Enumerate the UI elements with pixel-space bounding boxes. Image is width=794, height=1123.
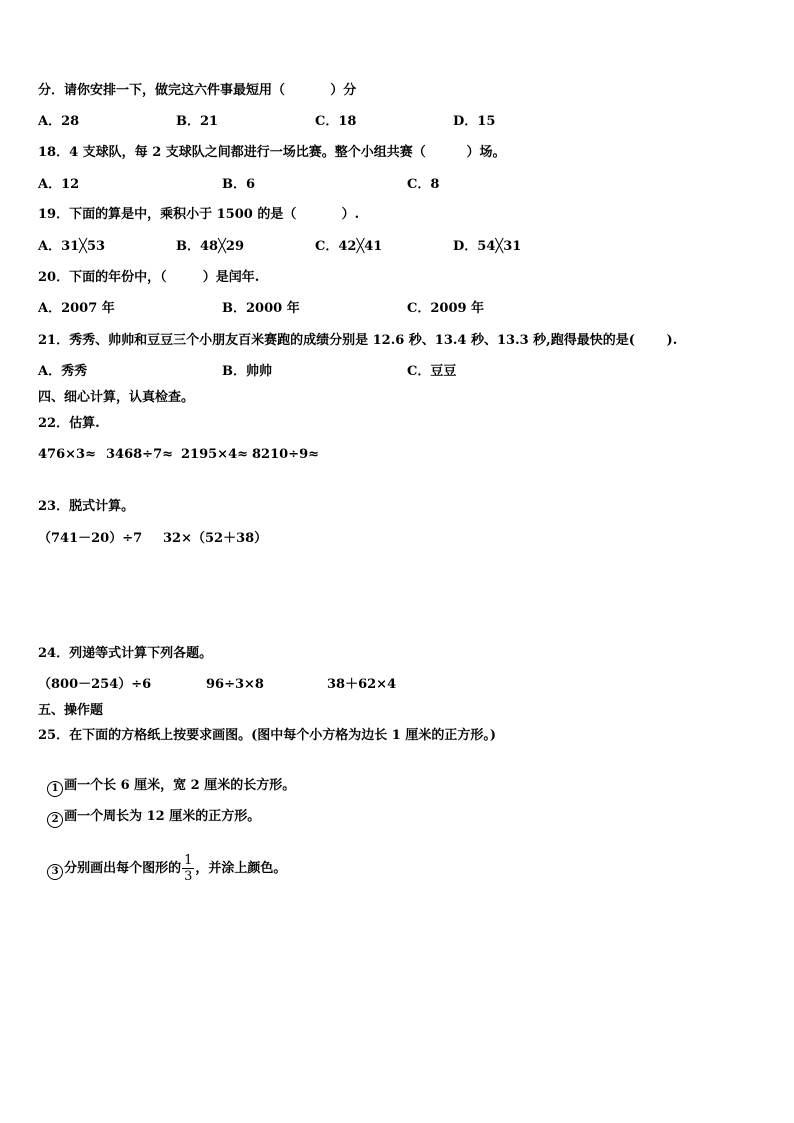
q19-option-a: A．31╳53	[38, 239, 106, 254]
q21-text: 21．秀秀、帅帅和豆豆三个小朋友百米赛跑的成绩分别是 12.6 秒、13.4 秒、13.3 秒,跑得最快的是( ).	[38, 333, 678, 348]
q20-option-b: B．2000 年	[222, 301, 300, 316]
q17-option-d: D．15	[453, 114, 496, 129]
q17-option-a: A．28	[38, 114, 80, 129]
q20-option-c: C．2009 年	[407, 301, 485, 316]
q18-text: 18．4 支球队，每 2 支球队之间都进行一场比赛。整个小组共赛（ ）场。	[38, 145, 506, 160]
q25-sub-2-text: 画一个周长为 12 厘米的正方形。	[64, 809, 261, 824]
section-4-heading: 四、细心计算，认真检查。	[38, 390, 195, 405]
q21-option-c: C．豆豆	[407, 364, 457, 379]
fraction	[182, 853, 194, 884]
q22-item: 2195×4≈	[181, 447, 249, 462]
q25-sub-3-post: ，并涂上颜色。	[195, 861, 287, 876]
q19-text: 19．下面的算是中，乘积小于 1500 的是（ ）.	[38, 207, 360, 222]
q23-item: （741－20）÷7	[38, 531, 143, 546]
q21-option-a: A．秀秀	[38, 364, 88, 379]
q19-option-b: B．48╳29	[176, 239, 244, 254]
q19-option-d: D．54╳31	[453, 239, 522, 254]
q25-text: 25．在下面的方格纸上按要求画图。(图中每个小方格为边长 1 厘米的正方形。)	[38, 728, 496, 743]
q24-item: 38＋62×4	[327, 677, 397, 692]
q18-option-a: A．12	[38, 177, 80, 192]
q19-option-c: C．42╳41	[315, 239, 383, 254]
q22-item: 476×3≈	[38, 447, 96, 462]
q24-item: （800－254）÷6	[38, 677, 152, 692]
q25-sub-3	[38, 818, 286, 886]
q17-option-c: C．18	[315, 114, 357, 129]
q20-option-a: A．2007 年	[38, 301, 115, 316]
q23-item: 32×（52＋38）	[163, 531, 268, 546]
fraction-denominator: 3	[184, 869, 193, 884]
q21-option-b: B．帅帅	[222, 364, 272, 379]
q17-option-b: B．21	[176, 114, 219, 129]
q24-text: 24．列递等式计算下列各题。	[38, 646, 213, 661]
q22-item: 3468÷7≈	[106, 447, 174, 462]
fraction-numerator: 1	[184, 853, 193, 868]
q23-text: 23．脱式计算。	[38, 499, 135, 514]
circled-number-3: 3	[47, 864, 63, 880]
q18-option-b: B．6	[222, 177, 256, 192]
circled-number-2: 2	[47, 812, 63, 828]
q22-item: 8210÷9≈	[252, 447, 320, 462]
q18-option-c: C．8	[407, 177, 440, 192]
q22-text: 22．估算.	[38, 416, 100, 431]
section-5-heading: 五、操作题	[38, 703, 104, 718]
q17-tail: 分．请你安排一下，做完这六件事最短用（ ）分	[38, 83, 357, 98]
circled-number-1: 1	[47, 781, 63, 797]
q25-sub-1-text: 画一个长 6 厘米，宽 2 厘米的长方形。	[64, 778, 296, 793]
q20-text: 20．下面的年份中，（ ）是闰年.	[38, 270, 260, 285]
q25-sub-3-pre: 分别画出每个图形的	[64, 861, 182, 876]
q24-item: 96÷3×8	[206, 677, 264, 692]
